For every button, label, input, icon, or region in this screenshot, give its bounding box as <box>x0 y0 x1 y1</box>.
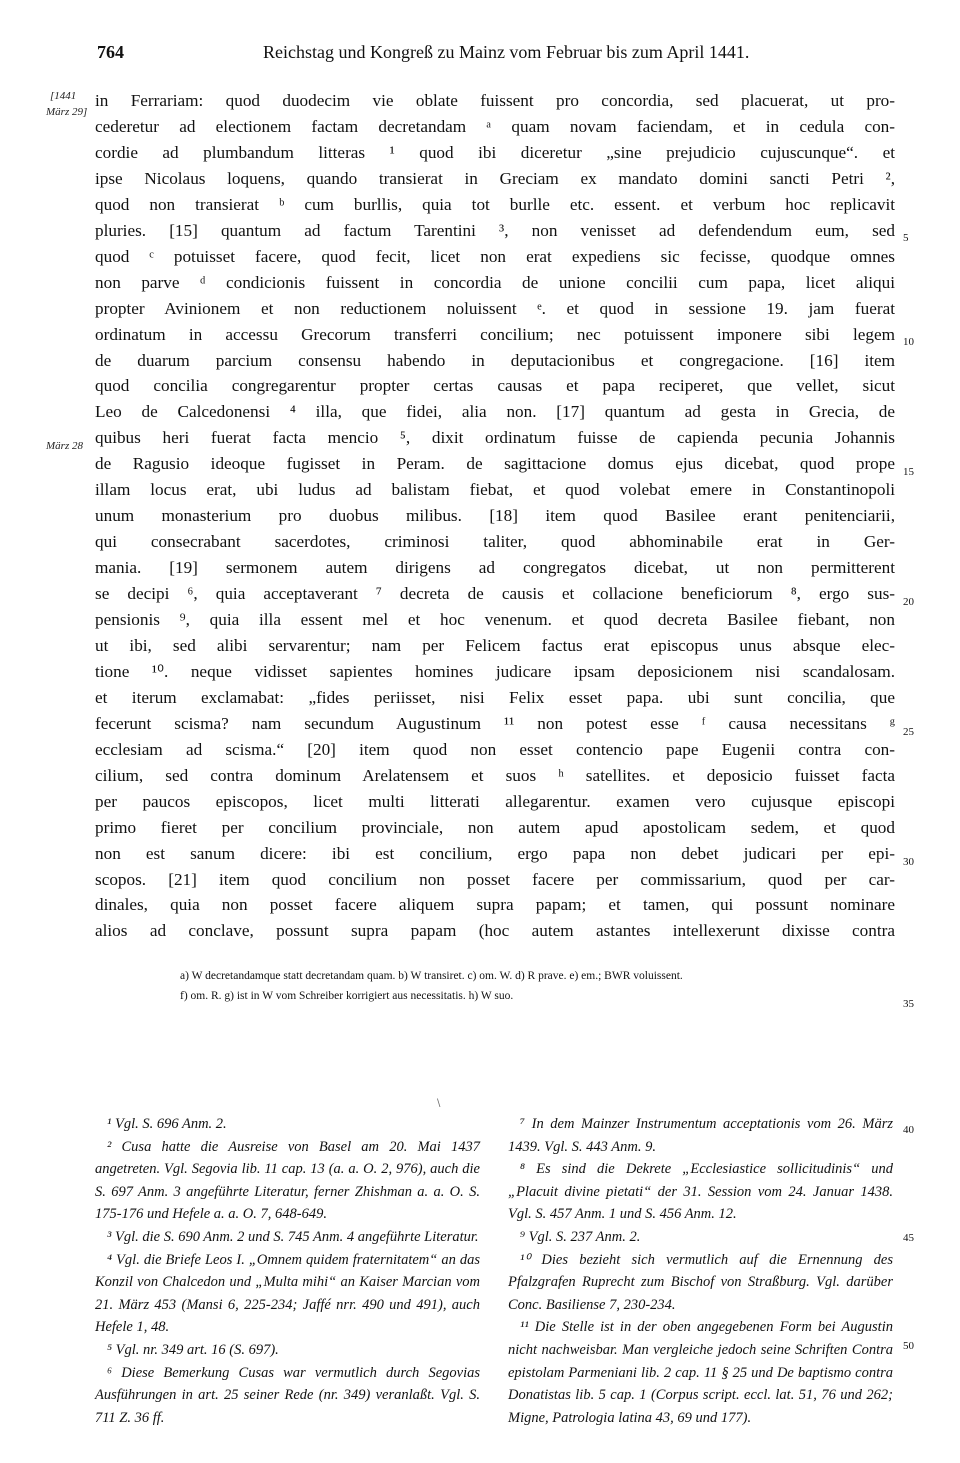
text-line: unum monasterium pro duobus milibus. [18] item quod Basilee erant penitenciarii, <box>95 506 895 526</box>
line-number: 40 <box>903 1124 914 1136</box>
text-line: cordie ad plumbandum litteras ¹ quod ibi diceretur „sine prejudicio cujuscunque“. et <box>95 142 895 162</box>
footnotes-right <box>508 1113 893 1429</box>
text-line: ecclesiam ad scisma.“ [20] item quod non esset contencio pape Eugenii contra con- <box>95 739 895 759</box>
text-line: de duarum parcium consensu habendo in deputacionibus et congregacione. [16] item <box>95 350 895 370</box>
text-line: de Ragusio ideoque fugisset in Peram. de sagittacione domus ejus dicebat, quod prope <box>95 454 895 474</box>
text-line: quod non transierat ᵇ cum burllis, quia tot burlle etc. essent. et verbum hoc replicavit <box>95 194 895 214</box>
page-number: 764 <box>97 42 124 62</box>
text-line: propter Avinionem et non reductionem noluissent ᵉ. et quod in sessione 19. jam fuerat <box>95 298 895 318</box>
footnote: ² Cusa hatte die Ausreise von Basel am 20. Mai 1437 angetreten. Vgl. Segovia lib. 11 cap. 13 (a. a. O. 2, 976), auch die S. 697 Anm. 3 angeführte Literatur, ferner Zhishman a. a. O. S. 175-176 und Hefele a. a. O. 7, 648-649. <box>95 1138 480 1223</box>
text-line: in Ferrariam: quod duodecim vie oblate fuissent pro concordia, sed placuerat, ut pro- <box>95 91 895 110</box>
critical-apparatus-line-1: a) W decretandamque statt decretandam quam. b) W transiret. c) om. W. d) R prave. e) em.; BWR voluissent. <box>180 970 683 982</box>
text-line: alios ad conclave, possunt supra papam (hoc autem astantes intellexerunt dixisse contra <box>95 921 895 941</box>
line-number: 15 <box>903 466 914 478</box>
text-line: pluries. [15] quantum ad factum Tarentini ³, non venisset ad defendendum eum, sed <box>95 220 895 240</box>
line-number: 5 <box>903 232 909 244</box>
text-line: pensionis ⁹, quia illa essent mel et hoc venenum. et quod decreta Basilee fiebant, non <box>95 610 895 629</box>
text-line: cilium, sed contra dominum Arelatensem et suos ʰ satellites. et deposicio fuisset facta <box>95 765 895 785</box>
text-line: qui consecrabant sacerdotes, criminosi taliter, quod abhominabile erat in Ger- <box>95 532 895 552</box>
footnote: ¹ Vgl. S. 696 Anm. 2. <box>107 1116 227 1132</box>
text-line: ordinatum in accessu Grecorum transferri concilium; nec potuissent imponere sibi legem <box>95 324 895 344</box>
footnote: ⁷ In dem Mainzer Instrumentum acceptationis vom 26. März 1439. Vgl. S. 443 Anm. 9. <box>508 1116 893 1155</box>
page-header <box>97 42 897 70</box>
footnote: ³ Vgl. die S. 690 Anm. 2 und S. 745 Anm. 4 angeführte Literatur. <box>107 1228 479 1245</box>
divider: \ <box>437 1098 441 1109</box>
margin-date: März 29] <box>46 106 88 118</box>
line-number: 45 <box>903 1232 914 1244</box>
text-line: ut ibi, sed alibi servarentur; nam per Felicem factus erat episcopus unus absque elec- <box>95 635 895 655</box>
line-number: 35 <box>903 998 914 1010</box>
text-line: primo fieret per concilium provinciale, non autem apud apostolicam sedem, et quod <box>95 817 895 837</box>
text-line: non parve ᵈ condicionis fuissent in concordia de unione concilii cum papa, licet aliqui <box>95 272 895 292</box>
margin-date-28: März 28 <box>46 440 83 452</box>
text-line: scopos. [21] item quod concilium non posset facere per commissarium, quod per car- <box>95 869 895 889</box>
text-line: tione ¹⁰. neque vidisset sapientes homines judicare ipsam deposicionem nisi scandalosam. <box>95 661 895 681</box>
footnote: ⁵ Vgl. nr. 349 art. 16 (S. 697). <box>107 1341 279 1358</box>
text-line: cederetur ad electionem factam decretandam ᵃ quam novam faciendam, et in cedula con- <box>95 116 895 136</box>
critical-apparatus-line-2: f) om. R. g) ist in W vom Schreiber korrigiert aus necessitatis. h) W suo. <box>180 990 514 1002</box>
footnote: ⁸ Es sind die Dekrete „Ecclesiastice sollicitudinis“ und „Placuit divine pietati“ der 31. Session vom 24. Januar 1438. Vgl. S. 457 Anm. 1 und S. 456 Anm. 12. <box>508 1161 893 1223</box>
line-number: 20 <box>903 596 914 608</box>
line-number: 30 <box>903 856 914 868</box>
footnote: ⁹ Vgl. S. 237 Anm. 2. <box>520 1228 641 1245</box>
line-number: 25 <box>903 726 914 738</box>
footnote: ¹⁰ Dies bezieht sich vermutlich auf die Ernennung des Pfalzgrafen Ruprecht zum Bischof von Straßburg. Vgl. darüber Conc. Basiliense 7, 230-234. <box>508 1251 893 1313</box>
footnote: ⁴ Vgl. die Briefe Leos I. „Omnem quidem fraternitatem“ an das Konzil von Chalcedon und „Multa mihi“ an Kaiser Marcian vom 21. März 453 (Mansi 6, 225-234; Jaffé nrr. 490 und 491), auch Hefele 1, 48. <box>95 1251 480 1336</box>
text-line: dinales, quia non posset facere aliquem supra papam; et tamen, qui possunt nominare <box>95 895 895 915</box>
text-line: et iterum exclamabat: „fides periisset, nisi Felix esset papa. ubi sunt concilia, que <box>95 687 895 707</box>
footnote: ¹¹ Die Stelle ist in der oben angegebenen Form bei Augustin nicht nachweisbar. Man vergleiche jedoch seine Schriften Contra epistolam Parmeniani lib. 2 cap. 11 § 25 und De baptismo contra Donatistas lib. 5 cap. 1 (Corpus script. eccl. lat. 51, 76 und 262; Migne, Patrologia latina 43, 69 und 177). <box>508 1319 893 1426</box>
footnote: ⁶ Diese Bemerkung Cusas war vermutlich durch Segovias Ausführungen in art. 25 seiner Rede (nr. 349) veranlaßt. Vgl. S. 711 Z. 36 ff. <box>95 1364 480 1426</box>
text-line: illam locus erat, ubi ludus ad balistam fiebat, et quod volebat emere in Constantinopoli <box>95 480 895 500</box>
text-line: quibus heri fuerat facta mencio ⁵, dixit ordinatum fuisse de capienda pecunia Johannis <box>95 428 895 448</box>
running-title: Reichstag und Kongreß zu Mainz vom Februar bis zum April 1441. <box>263 42 750 62</box>
text-line: ipse Nicolaus loquens, quando transierat in Greciam ex mandato domini sancti Petri ², <box>95 168 895 188</box>
text-line: per paucos episcopos, licet multi litterati allegarentur. examen vero cujusque episcopi <box>95 791 895 811</box>
text-line: mania. [19] sermonem autem dirigens ad congregatos dicebat, ut non permitterent <box>95 558 895 578</box>
margin-year: [1441 <box>50 90 77 102</box>
line-number: 50 <box>903 1340 914 1352</box>
text-line: se decipi ⁶, quia acceptaverant ⁷ decreta de causis et collacione beneficiorum ⁸, ergo sus- <box>95 584 895 604</box>
text-line: fecerunt scisma? nam secundum Augustinum ¹¹ non potest esse ᶠ causa necessitans ᵍ <box>95 713 895 733</box>
text-line: non est sanum dicere: ibi est concilium, ergo papa non debet judicari per epi- <box>95 843 895 863</box>
text-line: quod concilia congregarentur propter certas causas et papa reciperet, que vellet, sicut <box>95 376 895 396</box>
footnotes-left <box>95 1113 480 1429</box>
line-number: 10 <box>903 336 914 348</box>
text-line: Leo de Calcedonensi ⁴ illa, que fidei, alia non. [17] quantum ad gesta in Grecia, de <box>95 402 895 422</box>
text-line: quod ᶜ potuisset facere, quod fecit, licet non erat expediens sic fecisse, quodque omnes <box>95 246 895 266</box>
